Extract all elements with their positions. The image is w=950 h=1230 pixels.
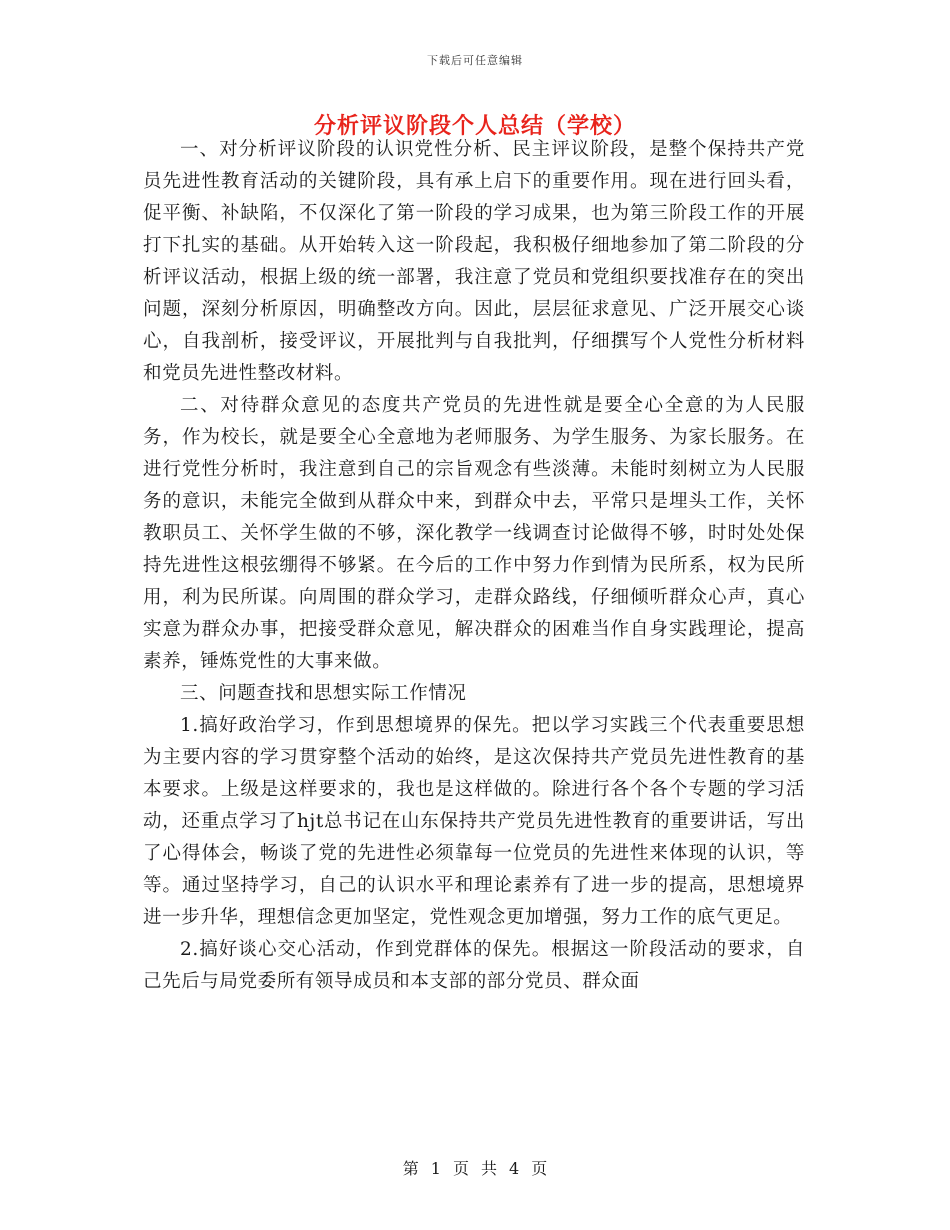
document-body [143,134,805,998]
footer-total-label: 共 [481,1159,498,1178]
header-note: 下载后可任意编辑 [427,54,523,67]
document-title: 分析评议阶段个人总结（学校） [313,113,636,139]
footer-total-unit: 页 [531,1159,548,1178]
footer-total-pages: 4 [509,1159,520,1178]
paragraph-section-2: 二、对待群众意见的态度共产党员的先进性就是要全心全意的为人民服务，作为校长，就是要全心全意地为老师服务、为学生服务、为家长服务。在进行党性分析时，我注意到自己的宗旨观念有些淡薄。未能时刻树立为人民服务的意识，未能完全做到从群众中来，到群众中去，平常只是埋头工作，关怀教职员工、关怀学生做的不够，深化教学一线调查讨论做得不够，时时处处保持先进性这根弦绷得不够紧。在今后的工作中努力作到情为民所系，权为民所用，利为民所谋。向周围的群众学习，走群众路线，仔细倾听群众心声，真心实意为群众办事，把接受群众意见，解决群众的困难当作自身实践理论，提高素养，锤炼党性的大事来做。 [143,395,805,672]
page-footer [0,1156,950,1179]
footer-page-unit: 页 [452,1159,469,1178]
paragraph-section-3-heading: 三、问题查找和思想实际工作情况 [180,683,467,704]
paragraph-item-1: 1.搞好政治学习，作到思想境界的保先。把以学习实践三个代表重要思想为主要内容的学习贯穿整个活动的始终，是这次保持共产党员先进性教育的基本要求。上级是这样要求的，我也是这样做的。除进行各个各个专题的学习活动，还重点学习了hjt总书记在山东保持共产党员先进性教育的重要讲话，写出了心得体会，畅谈了党的先进性必须靠每一位党员的先进性来体现的认识，等等。通过坚持学习，自己的认识水平和理论素养有了进一步的提高，思想境界进一步升华，理想信念更加坚定，党性观念更加增强，努力工作的底气更足。 [143,715,805,928]
footer-page-label: 第 [402,1159,419,1178]
paragraph-item-2: 2.搞好谈心交心活动，作到党群体的保先。根据这一阶段活动的要求，自己先后与局党委所有领导成员和本支部的部分党员、群众面 [143,939,805,992]
paragraph-section-1: 一、对分析评议阶段的认识党性分析、民主评议阶段，是整个保持共产党员先进性教育活动的关键阶段，具有承上启下的重要作用。现在进行回头看，促平衡、补缺陷，不仅深化了第一阶段的学习成果，也为第三阶段工作的开展打下扎实的基础。从开始转入这一阶段起，我积极仔细地参加了第二阶段的分析评议活动，根据上级的统一部署，我注意了党员和党组织要找准存在的突出问题，深刻分析原因，明确整改方向。因此，层层征求意见、广泛开展交心谈心，自我剖析，接受评议，开展批判与自我批判，仔细撰写个人党性分析材料和党员先进性整改材料。 [143,139,805,384]
footer-page-number: 1 [430,1159,441,1178]
